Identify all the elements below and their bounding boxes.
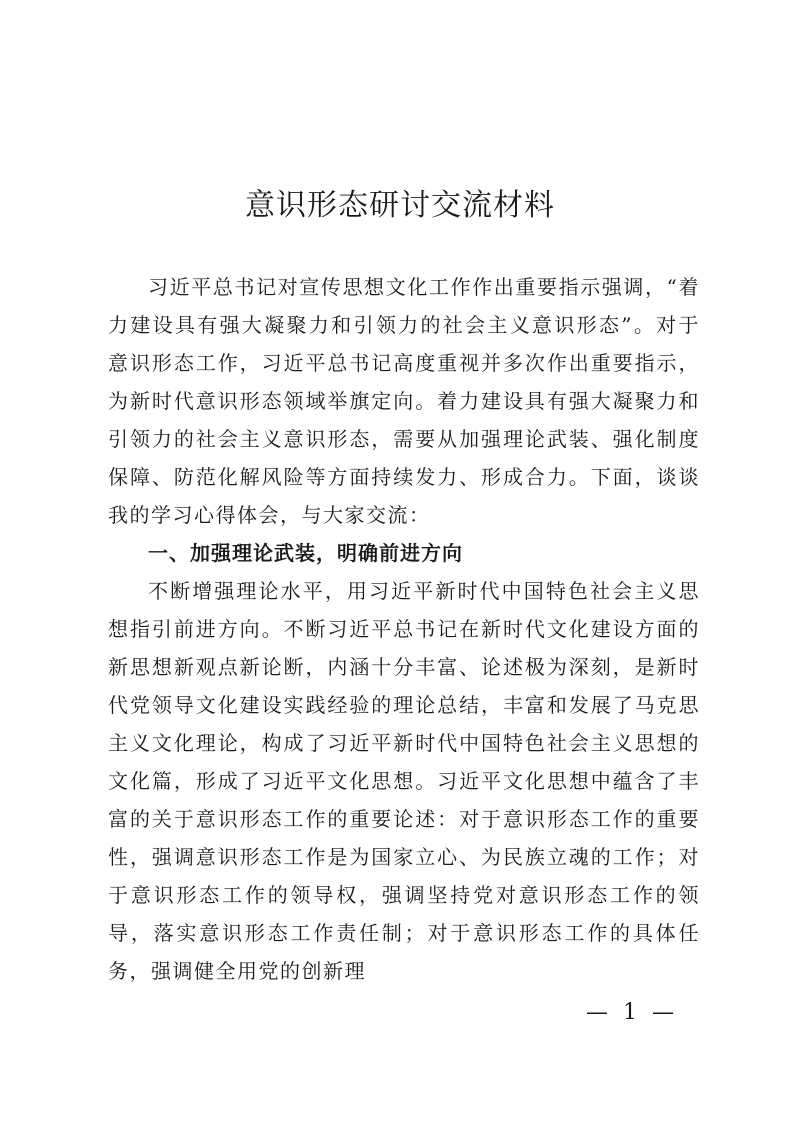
document-title: 意识形态研讨交流材料 — [245, 188, 555, 223]
intro-paragraph: 习近平总书记对宣传思想文化工作作出重要指示强调，“着力建设具有强大凝聚力和引领力的社会主义意识形态”。对于意识形态工作，习近平总书记高度重视并多次作出重要指示，为新时代意识形态领域举旗定向。着力建设具有强大凝聚力和引领力的社会主义意识形态，需要从加强理论武装、强化制度保障、防范化解风险等方面持续发力、形成合力。下面，谈谈我的学习心得体会，与大家交流： — [108, 275, 700, 527]
section-heading-1: 一、加强理论武装，明确前进方向 — [148, 541, 463, 565]
document-body — [108, 268, 700, 990]
section-paragraph-1: 不断增强理论水平，用习近平新时代中国特色社会主义思想指引前进方向。不断习近平总书记在新时代文化建设方面的新思想新观点新论断，内涵十分丰富、论述极为深刻，是新时代党领导文化建设实践经验的理论总结，丰富和发展了马克思主义文化理论，构成了习近平新时代中国特色社会主义思想的文化篇，形成了习近平文化思想。习近平文化思想中蕴含了丰富的关于意识形态工作的重要论述：对于意识形态工作的重要性，强调意识形态工作是为国家立心、为民族立魂的工作；对于意识形态工作的领导权，强调坚持党对意识形态工作的领导，落实意识形态工作责任制；对于意识形态工作的具体任务，强调健全用党的创新理 — [108, 579, 700, 983]
page-number: — 1 — — [586, 1000, 678, 1025]
